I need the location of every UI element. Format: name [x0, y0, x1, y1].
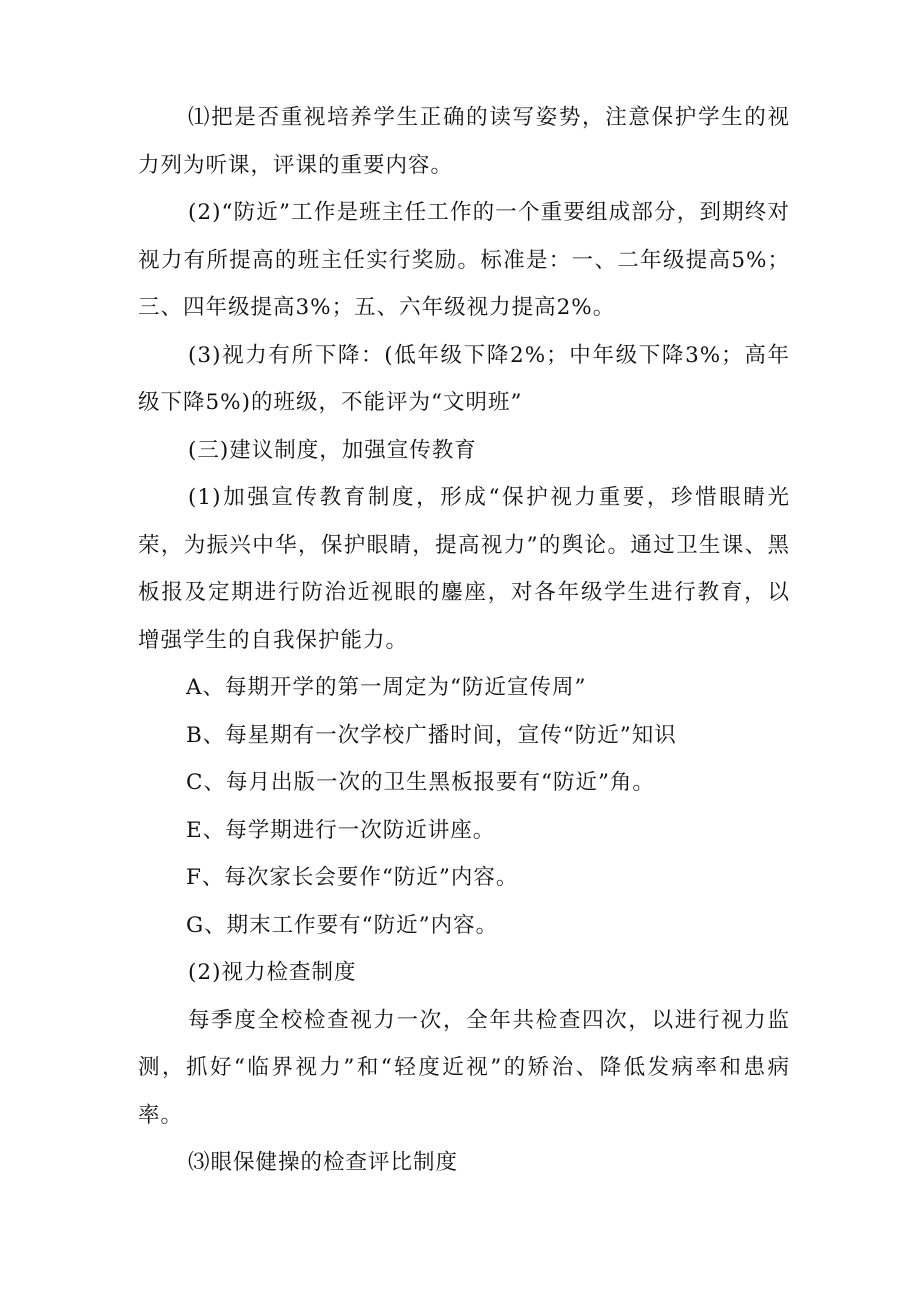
section-heading-publicity: (三)建议制度，加强宣传教育 [188, 437, 477, 463]
list-item-f: F、每次家长会要作“防近”内容。 [186, 865, 519, 890]
list-item-c: C、每月出版一次的卫生黑板报要有“防近”角。 [186, 770, 655, 795]
paragraph-class-teacher-reward: (2)“防近”工作是班主任工作的一个重要组成部分，到期终对视力有所提高的班主任实行奖励。标准是：一、二年级提高5%；三、四年级提高3%；五、六年级视力提高2%。 [138, 200, 790, 320]
paragraph-reading-posture: ⑴把是否重视培养学生正确的读写姿势，注意保护学生的视力列为听课，评课的重要内容。 [138, 105, 790, 178]
subheading-eye-exercise: ⑶眼保健操的检查评比制度 [188, 1150, 459, 1175]
list-item-a: A、每期开学的第一周定为“防近宣传周” [186, 675, 587, 700]
paragraph-publicity-system: (1)加强宣传教育制度，形成“保护视力重要，珍惜眼睛光荣，为振兴中华，保护眼睛，提高视力”的舆论。通过卫生课、黑板报及定期进行防治近视眼的鏖座，对各年级学生进行教育，以增强学生的自我保护能力。 [138, 485, 790, 653]
list-item-e: E、每学期进行一次防近讲座。 [186, 817, 496, 843]
list-item-b: B、每星期有一次学校广播时间，宣传“防近”知识 [186, 722, 677, 748]
list-item-g: G、期末工作要有“防近”内容。 [186, 912, 499, 938]
document-body [138, 94, 790, 1187]
subheading-vision-check: (2)视力检查制度 [188, 960, 357, 985]
paragraph-vision-check: 每季度全校检查视力一次，全年共检查四次，以进行视力监测，抓好“临界视力”和“轻度近视”的矫治、降低发病率和患病率。 [138, 1007, 790, 1128]
paragraph-vision-decline: (3)视力有所下降：(低年级下降2%；中年级下降3%；高年级下降5%)的班级，不能评为“文明班” [138, 342, 790, 415]
